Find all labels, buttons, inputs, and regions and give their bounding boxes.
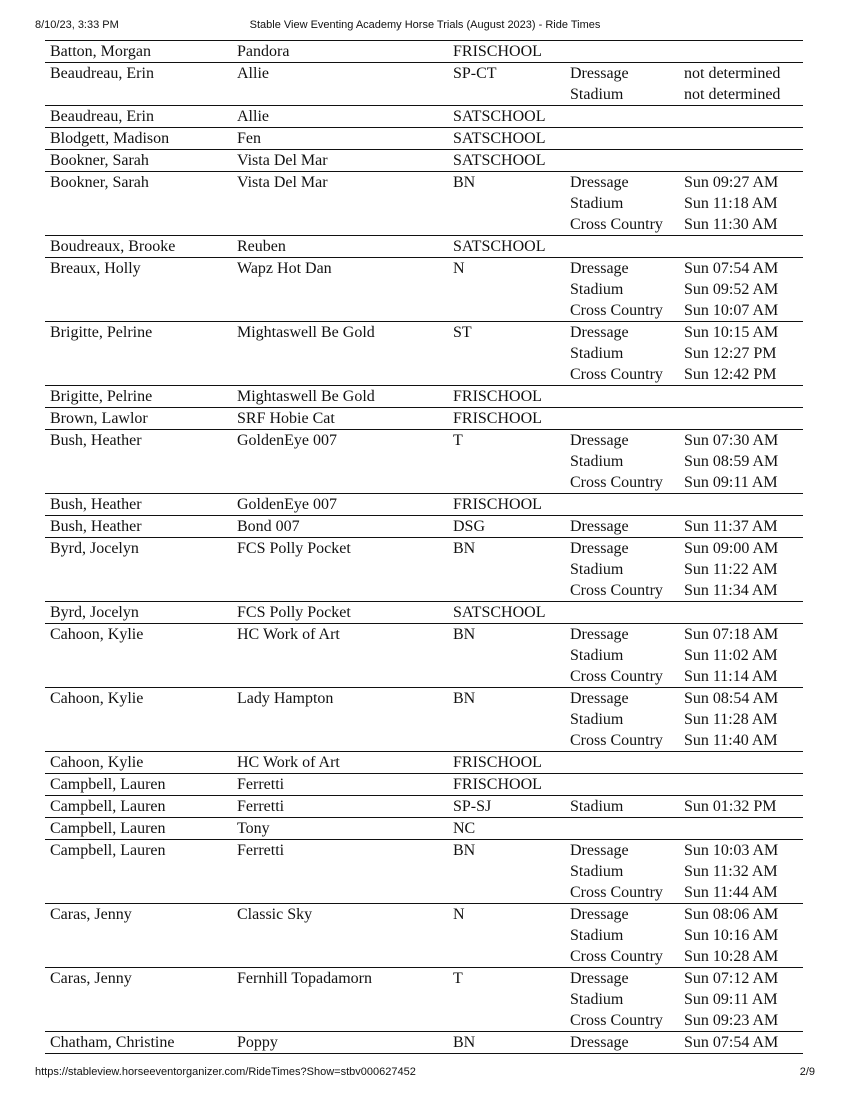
division-code: T [453,432,463,449]
ride-time: not determined [684,65,781,82]
ride-times-table [45,40,803,1054]
table-row [45,968,803,1032]
phase-list [570,516,629,537]
horse-name: Ferretti [237,798,285,815]
table-row [45,796,803,818]
phase-name: Dressage [570,260,629,277]
ride-time: Sun 09:27 AM [684,174,779,191]
phase-list [570,322,663,385]
division-code: T [453,970,463,987]
horse-name: FCS Polly Pocket [237,604,351,621]
horse-name: Lady Hampton [237,690,334,707]
phase-list [570,258,663,321]
division-code: SP-CT [453,65,497,82]
table-row [45,752,803,774]
rider-name: Batton, Morgan [50,43,152,60]
rider-name: Cahoon, Kylie [50,754,144,771]
phase-name: Dressage [570,906,629,923]
table-row [45,41,803,63]
phase-list [570,1032,629,1053]
horse-name: Ferretti [237,842,285,859]
ride-time: Sun 08:59 AM [684,453,779,470]
division-code: FRISCHOOL [453,776,542,793]
horse-name: Tony [237,820,270,837]
phase-list [570,430,663,493]
horse-name: GoldenEye 007 [237,432,337,449]
ride-time: Sun 11:22 AM [684,561,778,578]
ride-time: Sun 09:11 AM [684,474,778,491]
ride-time: Sun 11:14 AM [684,668,778,685]
ride-time: Sun 01:32 PM [684,798,777,815]
division-code: SATSCHOOL [453,152,546,169]
phase-name: Stadium [570,195,624,212]
ride-time: Sun 09:00 AM [684,540,779,557]
horse-name: Poppy [237,1034,278,1051]
phase-name: Cross Country [570,302,663,319]
rider-name: Campbell, Lauren [50,798,166,815]
table-row [45,322,803,386]
horse-name: Allie [237,65,269,82]
ride-time: Sun 08:54 AM [684,690,779,707]
phase-name: Dressage [570,626,629,643]
ride-time: Sun 11:32 AM [684,863,778,880]
phase-name: Cross Country [570,582,663,599]
ride-time: Sun 11:44 AM [684,884,778,901]
phase-name: Cross Country [570,366,663,383]
horse-name: Vista Del Mar [237,152,328,169]
ride-time-list [684,172,778,235]
table-row [45,386,803,408]
phase-name: Stadium [570,991,624,1008]
ride-time-list [684,840,778,903]
phase-name: Dressage [570,842,629,859]
ride-time: Sun 11:30 AM [684,216,778,233]
ride-time: Sun 10:03 AM [684,842,779,859]
table-row [45,150,803,172]
division-code: FRISCHOOL [453,410,542,427]
phase-list [570,63,629,105]
horse-name: Classic Sky [237,906,313,923]
phase-list [570,840,663,903]
rider-name: Cahoon, Kylie [50,690,144,707]
horse-name: HC Work of Art [237,754,340,771]
print-header [35,19,815,35]
ride-time: Sun 07:54 AM [684,1034,779,1051]
ride-time-list [684,430,778,493]
horse-name: SRF Hobie Cat [237,410,335,427]
rider-name: Brigitte, Pelrine [50,324,153,341]
ride-time: Sun 07:54 AM [684,260,779,277]
phase-name: Stadium [570,647,624,664]
table-row [45,408,803,430]
table-row [45,63,803,106]
phase-name: Stadium [570,281,624,298]
rider-name: Campbell, Lauren [50,842,166,859]
table-row [45,172,803,236]
ride-time: Sun 10:28 AM [684,948,779,965]
phase-name: Cross Country [570,216,663,233]
ride-time-list [684,538,778,601]
horse-name: HC Work of Art [237,626,340,643]
phase-name: Stadium [570,561,624,578]
division-code: BN [453,540,476,557]
rider-name: Breaux, Holly [50,260,141,277]
ride-time-list [684,322,778,385]
phase-name: Dressage [570,690,629,707]
ride-time: Sun 11:02 AM [684,647,778,664]
horse-name: Pandora [237,43,290,60]
rider-name: Chatham, Christine [50,1034,175,1051]
horse-name: Fen [237,130,261,147]
rider-name: Campbell, Lauren [50,820,166,837]
phase-name: Dressage [570,174,629,191]
rider-name: Bush, Heather [50,496,142,513]
phase-name: Dressage [570,970,629,987]
rider-name: Boudreaux, Brooke [50,238,176,255]
division-code: ST [453,324,472,341]
phase-name: Dressage [570,518,629,535]
horse-name: Allie [237,108,269,125]
phase-list [570,624,663,687]
phase-name: Stadium [570,863,624,880]
ride-time-list [684,1032,778,1053]
ride-time: Sun 10:15 AM [684,324,779,341]
ride-time: Sun 09:52 AM [684,281,779,298]
horse-name: Mightaswell Be Gold [237,324,375,341]
ride-time: Sun 12:42 PM [684,366,777,383]
table-row [45,774,803,796]
table-row [45,494,803,516]
table-row [45,602,803,624]
phase-name: Dressage [570,432,629,449]
ride-time-list [684,904,778,967]
phase-name: Stadium [570,927,624,944]
ride-time: Sun 10:16 AM [684,927,779,944]
phase-name: Cross Country [570,474,663,491]
phase-name: Cross Country [570,884,663,901]
ride-time: Sun 08:06 AM [684,906,779,923]
division-code: FRISCHOOL [453,754,542,771]
phase-name: Dressage [570,540,629,557]
phase-name: Dressage [570,324,629,341]
phase-name: Cross Country [570,732,663,749]
phase-list [570,538,663,601]
division-code: SATSCHOOL [453,238,546,255]
ride-time: Sun 11:28 AM [684,711,778,728]
division-code: SATSCHOOL [453,130,546,147]
horse-name: Fernhill Topadamorn [237,970,373,987]
phase-list [570,796,623,817]
ride-time: Sun 11:40 AM [684,732,778,749]
phase-name: Stadium [570,345,624,362]
horse-name: Reuben [237,238,286,255]
rider-name: Byrd, Jocelyn [50,540,139,557]
horse-name: Bond 007 [237,518,300,535]
division-code: BN [453,1034,476,1051]
ride-time-list [684,688,778,751]
rider-name: Beaudreau, Erin [50,65,154,82]
ride-time-list [684,796,776,817]
table-row [45,236,803,258]
rider-name: Caras, Jenny [50,906,132,923]
table-row [45,624,803,688]
rider-name: Campbell, Lauren [50,776,166,793]
rider-name: Bush, Heather [50,432,142,449]
phase-name: Stadium [570,798,624,815]
ride-time-list [684,516,778,537]
phase-list [570,968,663,1031]
ride-time: Sun 07:12 AM [684,970,779,987]
table-row [45,688,803,752]
table-row [45,538,803,602]
division-code: N [453,260,465,277]
table-row [45,106,803,128]
rider-name: Beaudreau, Erin [50,108,154,125]
rider-name: Bookner, Sarah [50,174,149,191]
horse-name: GoldenEye 007 [237,496,337,513]
phase-name: Cross Country [570,1012,663,1029]
rider-name: Bush, Heather [50,518,142,535]
horse-name: Ferretti [237,776,285,793]
rider-name: Cahoon, Kylie [50,626,144,643]
table-row [45,258,803,322]
division-code: DSG [453,518,486,535]
ride-time: Sun 11:34 AM [684,582,778,599]
ride-time: Sun 07:18 AM [684,626,779,643]
table-row [45,904,803,968]
rider-name: Byrd, Jocelyn [50,604,139,621]
division-code: FRISCHOOL [453,43,542,60]
phase-name: Stadium [570,711,624,728]
table-row [45,1032,803,1054]
phase-name: Stadium [570,86,624,103]
phase-name: Dressage [570,1034,629,1051]
ride-time: not determined [684,86,781,103]
document-title: Stable View Eventing Academy Horse Trials (August 2023) - Ride Times [249,19,601,31]
division-code: BN [453,174,476,191]
phase-name: Dressage [570,65,629,82]
ride-time: Sun 12:27 PM [684,345,777,362]
division-code: SP-SJ [453,798,492,815]
phase-list [570,688,663,751]
ride-time: Sun 10:07 AM [684,302,779,319]
print-footer [35,1066,815,1082]
division-code: SATSCHOOL [453,108,546,125]
rider-name: Brigitte, Pelrine [50,388,153,405]
table-row [45,818,803,840]
ride-time: Sun 11:37 AM [684,518,778,535]
rider-name: Caras, Jenny [50,970,132,987]
phase-name: Cross Country [570,668,663,685]
table-row [45,840,803,904]
phase-list [570,172,663,235]
division-code: NC [453,820,476,837]
ride-time-list [684,968,778,1031]
page-url: https://stableview.horseeventorganizer.com/RideTimes?Show=stbv000627452 [35,1066,416,1078]
horse-name: Wapz Hot Dan [237,260,332,277]
page-number: 2/9 [799,1066,815,1078]
table-row [45,128,803,150]
division-code: BN [453,690,476,707]
ride-time: Sun 07:30 AM [684,432,779,449]
division-code: SATSCHOOL [453,604,546,621]
horse-name: FCS Polly Pocket [237,540,351,557]
division-code: FRISCHOOL [453,496,542,513]
ride-time-list [684,63,780,105]
ride-time: Sun 11:18 AM [684,195,778,212]
horse-name: Vista Del Mar [237,174,328,191]
rider-name: Blodgett, Madison [50,130,170,147]
ride-time-list [684,258,778,321]
table-row [45,430,803,494]
phase-list [570,904,663,967]
rider-name: Bookner, Sarah [50,152,149,169]
division-code: BN [453,626,476,643]
phase-name: Cross Country [570,948,663,965]
division-code: N [453,906,465,923]
ride-time: Sun 09:23 AM [684,1012,779,1029]
ride-time-list [684,624,778,687]
table-row [45,516,803,538]
print-datetime: 8/10/23, 3:33 PM [35,19,119,31]
division-code: BN [453,842,476,859]
rider-name: Brown, Lawlor [50,410,148,427]
phase-name: Stadium [570,453,624,470]
horse-name: Mightaswell Be Gold [237,388,375,405]
division-code: FRISCHOOL [453,388,542,405]
ride-time: Sun 09:11 AM [684,991,778,1008]
